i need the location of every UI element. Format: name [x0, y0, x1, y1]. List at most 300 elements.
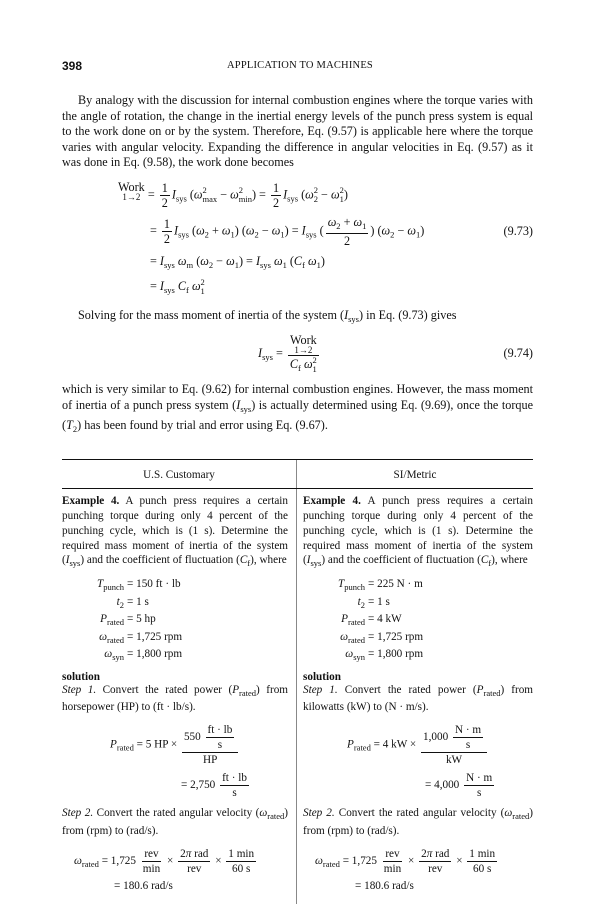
math-text: −: [317, 187, 331, 202]
subscript: rated: [116, 742, 134, 753]
math-symbol: ω: [273, 253, 283, 268]
math-text: ×: [405, 854, 418, 867]
numerator: [326, 215, 369, 234]
math-text: 2: [421, 847, 427, 860]
math-symbol: ω: [327, 214, 337, 229]
fraction: [288, 334, 319, 375]
given-row: [62, 577, 288, 595]
math-text: Convert the rated angular velocity (: [93, 807, 260, 820]
subscript: rated: [239, 687, 257, 698]
math-text: =: [150, 253, 160, 268]
eq-line: [110, 723, 288, 767]
math-symbol: I: [283, 187, 288, 202]
math-symbol: C: [289, 356, 299, 371]
numerator: [464, 771, 494, 786]
fraction: [178, 847, 210, 876]
math-text: ) from horsepower (HP) to (ft · lb/s).: [62, 683, 288, 714]
equation-9-74: [258, 334, 321, 375]
math-symbol: t: [357, 595, 361, 608]
subscript: rated: [107, 617, 124, 628]
given-row: [62, 612, 288, 630]
fraction: [382, 847, 403, 876]
math-symbol: t: [116, 595, 120, 608]
math-symbol: ω: [177, 253, 187, 268]
fraction: [467, 847, 497, 876]
subscript: rated: [512, 811, 530, 822]
math-symbol: ω: [259, 807, 268, 820]
table-column-us: [62, 489, 296, 904]
subscript: rated: [322, 858, 340, 869]
subscript: 2: [119, 599, 124, 610]
math-text: ) and the coefficient of fluctuation (: [80, 554, 240, 567]
eq-line: [114, 878, 288, 894]
math-text: +: [208, 223, 222, 238]
denominator: [230, 862, 252, 876]
math-symbol: π: [426, 847, 433, 860]
given-value: = 4 kW: [368, 613, 402, 626]
given-symbol: [62, 595, 127, 613]
numerator: [467, 847, 497, 862]
math-symbol: ω: [226, 253, 235, 268]
math-symbol: ω: [221, 223, 231, 238]
eq-line: [118, 181, 533, 210]
subscript: sys: [69, 558, 81, 569]
subscript: rated: [348, 634, 365, 645]
subscript: 1: [312, 363, 317, 374]
numerator: [421, 723, 487, 753]
math-text: =: [150, 278, 160, 293]
math-symbol: P: [100, 613, 107, 626]
subscript: 1: [362, 220, 367, 231]
subscript: 2: [208, 259, 214, 270]
math-text: = 1,725: [339, 854, 380, 867]
math-symbol: Step 1.: [303, 683, 338, 696]
math-text: = 2,750: [181, 779, 219, 792]
given-value: = 1,725 rpm: [368, 630, 424, 643]
math-text: which is very similar to Eq. (9.62) for internal combustion engines. However, the mass moment of inertia of a punch press system (: [62, 382, 533, 412]
math-text: ) from (rpm) to (rad/s).: [62, 807, 288, 838]
superscript: 2: [313, 185, 318, 196]
superscript: 2: [339, 185, 344, 196]
math-text: Convert the rated power (: [96, 683, 233, 696]
step-1-text: [62, 683, 288, 716]
numerator: [182, 723, 238, 753]
fraction: [162, 217, 172, 246]
math-text: Convert the rated angular velocity (: [334, 807, 505, 820]
math-text: 1: [161, 180, 168, 195]
math-text: (: [298, 187, 306, 202]
given-symbol: [303, 577, 368, 595]
math-text: rad: [191, 847, 209, 860]
math-symbol: I: [236, 397, 241, 412]
math-text: (: [186, 187, 194, 202]
denominator: [271, 196, 281, 210]
superscript: 2: [238, 185, 243, 196]
denominator: [201, 753, 219, 767]
subscript: 1: [339, 194, 344, 205]
subscript: f: [302, 259, 305, 270]
math-text: ) in Eq. (9.73) gives: [359, 307, 457, 322]
given-row: [303, 612, 533, 630]
math-symbol: P: [476, 683, 484, 696]
math-text: 60 s: [473, 862, 492, 875]
math-text: A punch press requires a certain punching torque during only 4 percent of the punching cycle, which is (1 s). Determine the required mass moment of inertia of the system (: [303, 495, 533, 567]
math-text: s: [232, 787, 237, 800]
given-values: [303, 577, 533, 665]
fraction: [326, 215, 369, 248]
denominator: [382, 862, 403, 876]
step-1-equation: [62, 723, 288, 800]
math-symbol: Step 1.: [62, 683, 97, 696]
math-symbol: T: [96, 578, 104, 591]
subscript: syn: [112, 652, 124, 663]
work-label: Work: [289, 332, 317, 347]
math-text: −: [217, 187, 231, 202]
subscript: min: [238, 194, 252, 205]
subscript: rated: [107, 634, 124, 645]
eq-row: [118, 215, 533, 248]
math-text: A punch press requires a certain punching torque during only 4 percent of the punching cycle, which is (1 s). Determine the required mass moment of inertia of the system (: [62, 495, 289, 567]
given-symbol: [62, 630, 127, 648]
equation-9-73: [62, 181, 533, 298]
eq-line: [355, 878, 533, 894]
fraction: [271, 181, 281, 210]
math-symbol: I: [174, 223, 179, 238]
math-text: 2: [343, 233, 351, 248]
numerator: [142, 847, 160, 862]
given-row: [303, 577, 533, 595]
math-symbol: ω: [305, 187, 314, 202]
math-text: 1: [163, 216, 171, 231]
math-text: = 5 HP ×: [133, 738, 180, 751]
math-text: ) (: [234, 223, 246, 238]
math-text: ): [343, 187, 348, 202]
math-text: Solving for the mass moment of inertia of the system (: [78, 307, 345, 322]
table-body: [62, 489, 533, 904]
math-symbol: ω: [271, 223, 281, 238]
math-text: min: [383, 862, 402, 875]
subscript: sys: [348, 313, 359, 324]
given-value: = 1,725 rpm: [127, 630, 183, 643]
math-text: 60 s: [232, 862, 251, 875]
subscript: sys: [175, 193, 187, 204]
fraction: [453, 723, 483, 752]
given-row: [303, 647, 533, 665]
math-symbol: ω: [245, 223, 255, 238]
denominator: [160, 196, 170, 210]
eq-line: [315, 847, 533, 876]
fraction: [182, 723, 238, 767]
denominator: [471, 862, 493, 876]
fraction: [419, 847, 451, 876]
math-text: ), where: [491, 554, 528, 567]
denominator: [464, 738, 472, 752]
fraction: [160, 181, 170, 210]
math-text: rev: [428, 862, 443, 875]
given-values: [62, 577, 288, 665]
eq-line: [347, 723, 533, 767]
denominator: [185, 862, 203, 876]
denominator: [216, 738, 224, 752]
math-text: (: [316, 223, 324, 238]
given-value: = 150 ft · lb: [127, 578, 181, 591]
subscript: sys: [287, 193, 299, 204]
equation-label: (9.74): [503, 346, 533, 361]
subscript: sys: [305, 229, 317, 240]
subscript: punch: [103, 582, 124, 593]
math-text: (: [188, 223, 197, 238]
math-text: = 180.6 rad/s: [355, 879, 414, 892]
math-symbol: I: [255, 253, 261, 268]
subscript: sys: [163, 259, 175, 270]
math-text: +: [340, 214, 354, 229]
eq-line: [150, 215, 424, 248]
math-text: 2: [163, 231, 171, 246]
given-row: [303, 595, 533, 613]
math-symbol: I: [344, 307, 349, 322]
subscript: 2: [72, 423, 78, 434]
fraction: [464, 771, 494, 800]
eq-row: [62, 334, 533, 375]
work-label: Work: [118, 179, 145, 194]
math-text: = 4 kW ×: [370, 738, 419, 751]
math-symbol: ω: [340, 630, 348, 643]
math-text: = 1,725: [98, 854, 139, 867]
subscript: m: [186, 259, 194, 270]
numerator: [220, 771, 249, 786]
math-symbol: I: [171, 187, 176, 202]
step-1-text: [303, 683, 533, 716]
math-symbol: ω: [381, 223, 391, 238]
math-symbol: I: [65, 554, 70, 567]
denominator: [475, 786, 483, 800]
subscript: rated: [348, 617, 365, 628]
subscript: f: [247, 558, 251, 569]
example-statement: [303, 494, 533, 571]
math-symbol: P: [110, 738, 117, 751]
math-text: ×: [164, 854, 177, 867]
math-text: ): [420, 223, 425, 238]
column-heading-si: SI/Metric: [296, 460, 533, 488]
math-text: ) (: [370, 223, 382, 238]
math-text: N · m: [466, 772, 493, 785]
numerator: [226, 847, 256, 862]
math-text: ) has been found by trial and error using Eq. (9.67).: [77, 417, 328, 432]
math-text: 2: [272, 195, 280, 210]
math-text: = 180.6 rad/s: [114, 879, 173, 892]
subscript: 1: [316, 259, 321, 270]
math-symbol: ω: [353, 214, 363, 229]
given-row: [303, 630, 533, 648]
math-symbol: I: [258, 345, 263, 360]
numerator: [453, 723, 483, 738]
given-symbol: [62, 647, 127, 665]
superscript: 2: [200, 277, 205, 288]
denominator: [426, 862, 444, 876]
math-symbol: ω: [200, 253, 209, 268]
math-text: ft · lb: [222, 772, 247, 785]
numerator: [178, 847, 210, 862]
subscript: 2: [204, 229, 209, 240]
numerator: [162, 217, 172, 232]
subscript: f: [298, 362, 301, 373]
given-value: = 1,800 rpm: [127, 648, 183, 661]
subscript: syn: [353, 652, 365, 663]
math-symbol: P: [347, 738, 354, 751]
subscript: max: [202, 194, 218, 205]
math-symbol: ω: [191, 278, 201, 293]
given-value: = 225 N · m: [368, 578, 423, 591]
math-symbol: ω: [504, 807, 513, 820]
work-subscript: 1→2: [122, 191, 141, 202]
subscript: 1: [234, 259, 239, 270]
math-symbol: ω: [193, 187, 203, 202]
math-text: 1 min: [228, 847, 255, 860]
denominator: [444, 753, 464, 767]
subscript: f: [488, 558, 492, 569]
given-symbol: [303, 612, 368, 630]
math-symbol: I: [301, 223, 306, 238]
given-symbol: [62, 577, 127, 595]
column-heading-us: U.S. Customary: [143, 469, 215, 482]
subscript: 1: [415, 229, 421, 240]
math-symbol: ω: [345, 648, 354, 661]
math-text: s: [217, 739, 223, 752]
bold-label: Example 4.: [303, 495, 361, 508]
math-text: ) =: [284, 223, 302, 238]
math-symbol: T: [337, 578, 345, 591]
math-text: (: [193, 253, 201, 268]
intro-paragraph: By analogy with the discussion for internal combustion engines where the torque varies with the angle of rotation, the change in the inertial energy levels of the punch press system is equal to the work done on or by the system. Therefore, Eq. (9.57) is applicable here where the torque varies with angular velocity. Expanding the difference in angular velocities in Eq. (9.57) as it was done in Eq. (9.58), the work done becomes: [62, 93, 533, 170]
math-text: (: [286, 253, 294, 268]
math-text: rad: [432, 847, 450, 860]
fraction: [220, 771, 249, 800]
math-text: =: [144, 187, 158, 202]
sub-superscript: [239, 186, 252, 204]
math-text: =: [150, 223, 160, 238]
sub-superscript: [313, 356, 317, 374]
math-symbol: ω: [303, 356, 313, 371]
math-text: ) from kilowatts (kW) to (N · m/s).: [303, 683, 533, 714]
solution-label: solution: [62, 670, 100, 683]
math-text: ): [320, 253, 325, 268]
equation-label: (9.73): [503, 223, 533, 238]
math-text: = 4,000: [425, 779, 463, 792]
page-body: [62, 93, 533, 904]
given-symbol: [303, 595, 368, 613]
page-number: 398: [62, 59, 83, 73]
step-2-equation: [303, 847, 533, 894]
fraction: [206, 723, 235, 752]
math-text: 1: [272, 180, 280, 195]
given-value: = 1,800 rpm: [368, 648, 424, 661]
solving-sentence: [62, 308, 533, 328]
table-column-si: [296, 489, 533, 904]
math-text: s: [476, 787, 482, 800]
step-2-text: [62, 806, 288, 839]
math-text: rev: [187, 862, 202, 875]
subscript: 1: [230, 229, 235, 240]
numerator: [419, 847, 451, 862]
example-table: [62, 459, 533, 904]
fraction: [141, 847, 162, 876]
solution-label: solution: [303, 670, 341, 683]
subscript: sys: [262, 351, 273, 362]
fraction: [226, 847, 256, 876]
subscript: 1: [200, 286, 205, 297]
math-symbol: C: [480, 554, 489, 567]
subscript: 1: [282, 259, 287, 270]
math-symbol: I: [159, 253, 164, 268]
math-text: −: [258, 223, 272, 238]
math-symbol: ω: [315, 854, 323, 867]
superscript: 2: [202, 185, 207, 196]
math-text: N · m: [454, 724, 482, 737]
given-symbol: [303, 630, 368, 648]
math-text: =: [272, 345, 286, 360]
subscript: f: [186, 284, 189, 295]
denominator: [288, 356, 319, 375]
math-symbol: P: [232, 683, 240, 696]
subscript: sys: [260, 259, 271, 270]
numerator: [288, 334, 319, 356]
subscript: 2: [336, 220, 341, 231]
subscript: 2: [390, 229, 395, 240]
math-text: 2: [180, 847, 186, 860]
work-subscript: 1→2: [294, 344, 313, 355]
math-text: ×: [453, 854, 466, 867]
math-symbol: ω: [230, 187, 239, 202]
eq-line: [425, 771, 533, 800]
subscript: 1: [280, 229, 285, 240]
work-term: [118, 181, 145, 202]
denominator: [141, 862, 162, 876]
table-header: [62, 460, 533, 489]
eq-line: [118, 278, 533, 298]
math-text: ) is actually determined using Eq. (9.69), once the torque (: [62, 397, 533, 432]
numerator: [383, 847, 401, 862]
math-symbol: π: [185, 847, 192, 860]
math-text: ) and the coefficient of fluctuation (: [321, 554, 481, 567]
subscript: sys: [240, 403, 252, 414]
math-symbol: ω: [307, 253, 317, 268]
denominator: [162, 232, 172, 246]
math-text: ) from (rpm) to (rad/s).: [303, 807, 533, 838]
sub-superscript: [201, 278, 205, 296]
math-symbol: P: [341, 613, 348, 626]
fraction: [421, 723, 487, 767]
math-text: 2: [161, 195, 168, 210]
subscript: sys: [163, 284, 175, 295]
math-text: Convert the rated power (: [337, 683, 477, 696]
sub-superscript: [203, 186, 218, 204]
math-symbol: I: [306, 554, 311, 567]
given-value: = 5 hp: [127, 613, 156, 626]
given-value: = 1 s: [127, 595, 149, 608]
math-text: rev: [385, 847, 400, 860]
given-row: [62, 630, 288, 648]
superscript: 2: [312, 354, 317, 365]
subscript: rated: [267, 811, 285, 822]
math-text: min: [142, 862, 161, 875]
subscript: sys: [310, 558, 322, 569]
math-symbol: ω: [330, 187, 340, 202]
math-symbol: ω: [407, 223, 416, 238]
subscript: rated: [353, 742, 371, 753]
math-text: ), where: [250, 554, 287, 567]
subscript: rated: [81, 858, 99, 869]
math-symbol: C: [177, 278, 187, 293]
